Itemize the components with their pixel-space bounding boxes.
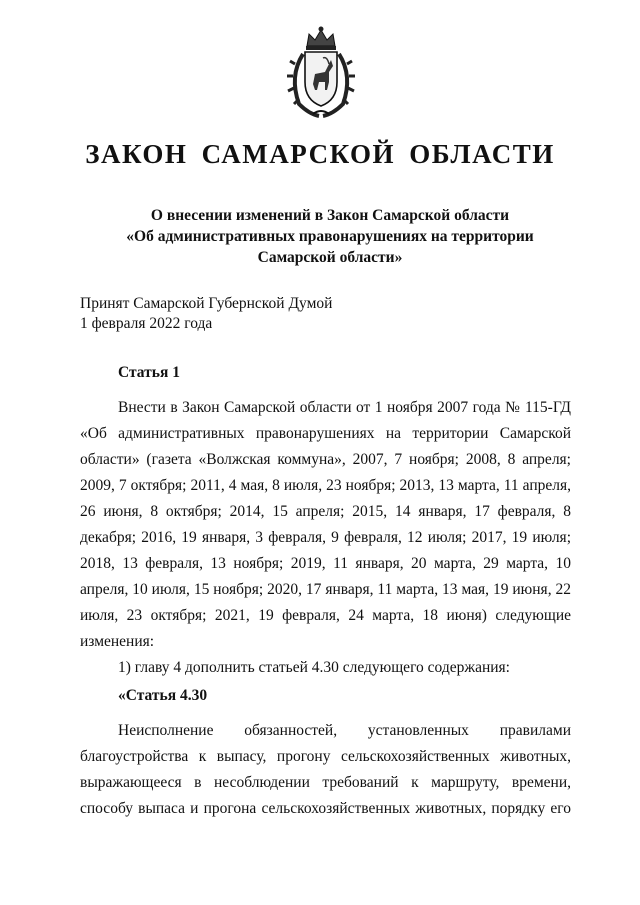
document-subtitle [70, 205, 590, 268]
adoption-info [80, 294, 332, 334]
document-body [80, 360, 571, 822]
amendment-item-1: 1) главу 4 дополнить статьей 4.30 следующего содержания: [118, 659, 510, 676]
document-title: ЗАКОН САМАРСКОЙ ОБЛАСТИ [85, 139, 555, 169]
new-article-text: Неисполнение обязанностей, установленных правилами благоустройства к выпасу, прогону сельскохозяйственных животных, выражающееся в несоблюдении требований к маршруту, времени, способу выпаса и прогона сельскохозяйственных животных, порядку его [80, 722, 571, 817]
coat-of-arms-icon [283, 24, 359, 120]
new-article-heading: «Статья 4.30 [118, 687, 208, 704]
subtitle-line: Самарской области» [257, 249, 403, 266]
article-1-intro: Внести в Закон Самарской области от 1 ноября 2007 года № 115-ГД «Об административных правонарушениях на территории Самарской области» (газета «Волжская коммуна», 2007, 7 ноября; 2008, 8 апреля; 2009, 7 октября; 2011, 4 мая, 8 июля, 23 ноября; 2013, 13 марта, 11 апреля, 26 июня, 8 октября; 2014, 15 апреля; 2015, 14 января, 17 февраля, 8 декабря; 2016, 19 января, 3 февраля, 9 февраля, 12 июля; 2017, 19 июля; 2018, 13 февраля, 13 ноября; 2019, 11 января, 20 марта, 29 марта, 10 апреля, 10 июля, 15 ноября; 2020, 17 января, 11 марта, 13 мая, 19 июня, 22 июля, 23 октября; 2021, 19 февраля, 24 марта, 18 июня) следующие изменения: [80, 399, 571, 650]
adoption-date: 1 февраля 2022 года [80, 315, 213, 332]
adoption-body: Принят Самарской Губернской Думой [80, 295, 333, 312]
subtitle-line: «Об административных правонарушениях на территории [126, 228, 534, 245]
article-1-heading: Статья 1 [118, 364, 180, 381]
crown-icon [307, 30, 335, 46]
subtitle-line: О внесении изменений в Закон Самарской области [150, 207, 510, 224]
